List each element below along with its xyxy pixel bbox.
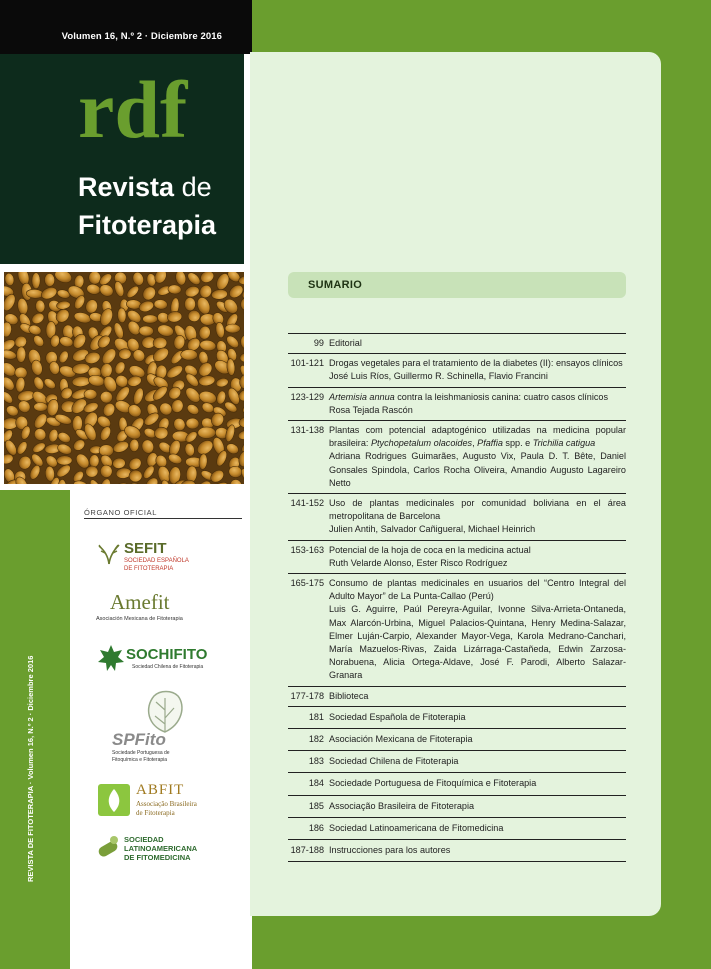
toc-authors: José Luis Ríos, Guillermo R. Schinella, Flavio Francini <box>329 371 548 382</box>
toc-page: 182 <box>308 734 324 745</box>
toc-page: 181 <box>308 711 324 722</box>
amefit-logo: Amefit Asociación Mexicana de Fitoterapia <box>96 590 183 622</box>
toc-entry[interactable] <box>288 686 626 706</box>
toc-title: Associação Brasileira de Fitoterapia <box>329 800 475 811</box>
toc-authors: Ruth Velarde Alonso, Ester Risco Rodríguez <box>329 557 508 568</box>
toc-entry[interactable] <box>288 839 626 862</box>
toc-entry[interactable] <box>288 387 626 420</box>
toc-page: 153-163 <box>290 544 324 555</box>
solafitomed-logo: SOCIEDAD LATINOAMERICANA DE FITOMEDICINA <box>96 834 236 864</box>
masthead <box>0 54 244 264</box>
toc-title: Artemisia annua contra la leishmaniosis canina: cuatro casos clínicos <box>329 391 609 402</box>
toc-entry[interactable] <box>288 353 626 386</box>
toc-title: Plantas com potencial adaptogénico utilizadas na medicina popular brasileira: Ptychopetalum olacoides, Pfaffia spp. e Trichilia catigua <box>329 425 626 449</box>
rdf-logo: rdf <box>78 64 188 155</box>
green-spine-strip <box>0 490 70 969</box>
toc-entry[interactable] <box>288 420 626 493</box>
toc-page: 141-152 <box>290 498 324 509</box>
toc-page: 123-129 <box>290 391 324 402</box>
toc-title: Potencial de la hoja de coca en la medicina actual <box>329 544 531 555</box>
toc-title: Sociedade Portuguesa de Fitoquímica e Fitoterapia <box>329 778 537 789</box>
divider <box>84 518 242 519</box>
abfit-icon <box>98 784 130 816</box>
toc-authors: Luis G. Aguirre, Paúl Pereyra-Aguilar, Ivonne Silva-Arrieta-Ontaneda, Max Alarcón-Urbina, Miguel Palacios-Quintana, Henry Medina-Salazar, Elmer Luján-Carpio, Alexander Mayor-Vega, Karola Medrano-Canchari, María Mazuelos-Rivas, Zaida Lizárraga-Castañeda, Edwin Zarzosa-Norabuena, Alicia Ortega-Aldave, José F. Parodi, Alberto Salazar-Granara <box>329 604 626 681</box>
toc-title: Consumo de plantas medicinales en usuarios del “Centro Integral del Adulto Mayor” de La Punta-Callao (Perú) <box>329 578 626 602</box>
table-of-contents <box>288 333 626 862</box>
toc-entry[interactable] <box>288 728 626 750</box>
toc-entry[interactable] <box>288 333 626 353</box>
toc-page: 186 <box>308 822 324 833</box>
toc-entry[interactable] <box>288 540 626 573</box>
toc-entry[interactable] <box>288 795 626 817</box>
toc-title: Biblioteca <box>329 690 369 701</box>
toc-page: 99 <box>313 338 324 348</box>
toc-authors: Adriana Rodrigues Guimarães, Augusto Vix, Paula D. T. Bête, Daniel Gonsales Spindola, Carlos Rocha Oliveira, Amandio Augusto Lagareiro Netto <box>329 451 626 488</box>
toc-title: Editorial <box>329 338 362 348</box>
organo-oficial-label: ÓRGANO OFICIAL <box>84 508 157 517</box>
toc-title: Sociedad Latinoamericana de Fitomedicina <box>329 822 504 833</box>
toc-title: Instrucciones para los autores <box>329 845 451 856</box>
abfit-logo: ABFIT Associação Brasileira de Fitoterapia <box>98 780 238 820</box>
sumario-label: SUMARIO <box>308 279 363 291</box>
toc-page: 184 <box>308 778 324 789</box>
toc-title: Sociedad Chilena de Fitoterapia <box>329 756 459 767</box>
seeds-photo <box>4 272 244 484</box>
journal-title-line2: Fitoterapia <box>78 210 217 240</box>
spfito-logo: SPFito Sociedade Portuguesa de Fitoquímica e Fitoterapia <box>112 688 232 764</box>
sumario-header <box>288 272 626 298</box>
toc-entry[interactable] <box>288 750 626 772</box>
journal-title-line1: Revista de <box>78 172 212 202</box>
toc-page: 187-188 <box>290 845 324 856</box>
toc-authors: Julien Antih, Salvador Cañigueral, Michael Heinrich <box>329 524 536 535</box>
issue-band <box>0 0 252 54</box>
sochifito-logo: SOCHIFITO Sociedad Chilena de Fitoterapia <box>96 643 236 675</box>
toc-entry[interactable] <box>288 817 626 839</box>
toc-title: Drogas vegetales para el tratamiento de la diabetes (II): ensayos clínicos <box>329 358 623 369</box>
toc-page: 165-175 <box>290 578 324 589</box>
toc-page: 185 <box>308 800 324 811</box>
toc-page: 101-121 <box>290 358 324 369</box>
toc-entry[interactable] <box>288 493 626 540</box>
toc-entry[interactable] <box>288 573 626 686</box>
toc-title: Asociación Mexicana de Fitoterapia <box>329 734 473 745</box>
toc-entry[interactable] <box>288 772 626 794</box>
toc-page: 131-138 <box>290 425 324 436</box>
toc-authors: Rosa Tejada Rascón <box>329 404 413 415</box>
toc-page: 177-178 <box>290 690 324 701</box>
toc-entry[interactable] <box>288 706 626 728</box>
toc-page: 183 <box>308 756 324 767</box>
capsule-icon <box>96 834 122 862</box>
sefit-logo: SEFIT SOCIEDAD ESPAÑOLA DE FITOTERAPIA <box>96 538 236 578</box>
spine-text: REVISTA DE FITOTERAPIA · Volumen 16, N.º 2 · Diciembre 2016 <box>26 655 35 882</box>
toc-title: Sociedad Española de Fitoterapia <box>329 711 466 722</box>
issue-line: Volumen 16, N.º 2 · Diciembre 2016 <box>61 31 222 42</box>
toc-title: Uso de plantas medicinales por comunidad boliviana en el área metropolitana de Barcelona <box>329 498 626 522</box>
